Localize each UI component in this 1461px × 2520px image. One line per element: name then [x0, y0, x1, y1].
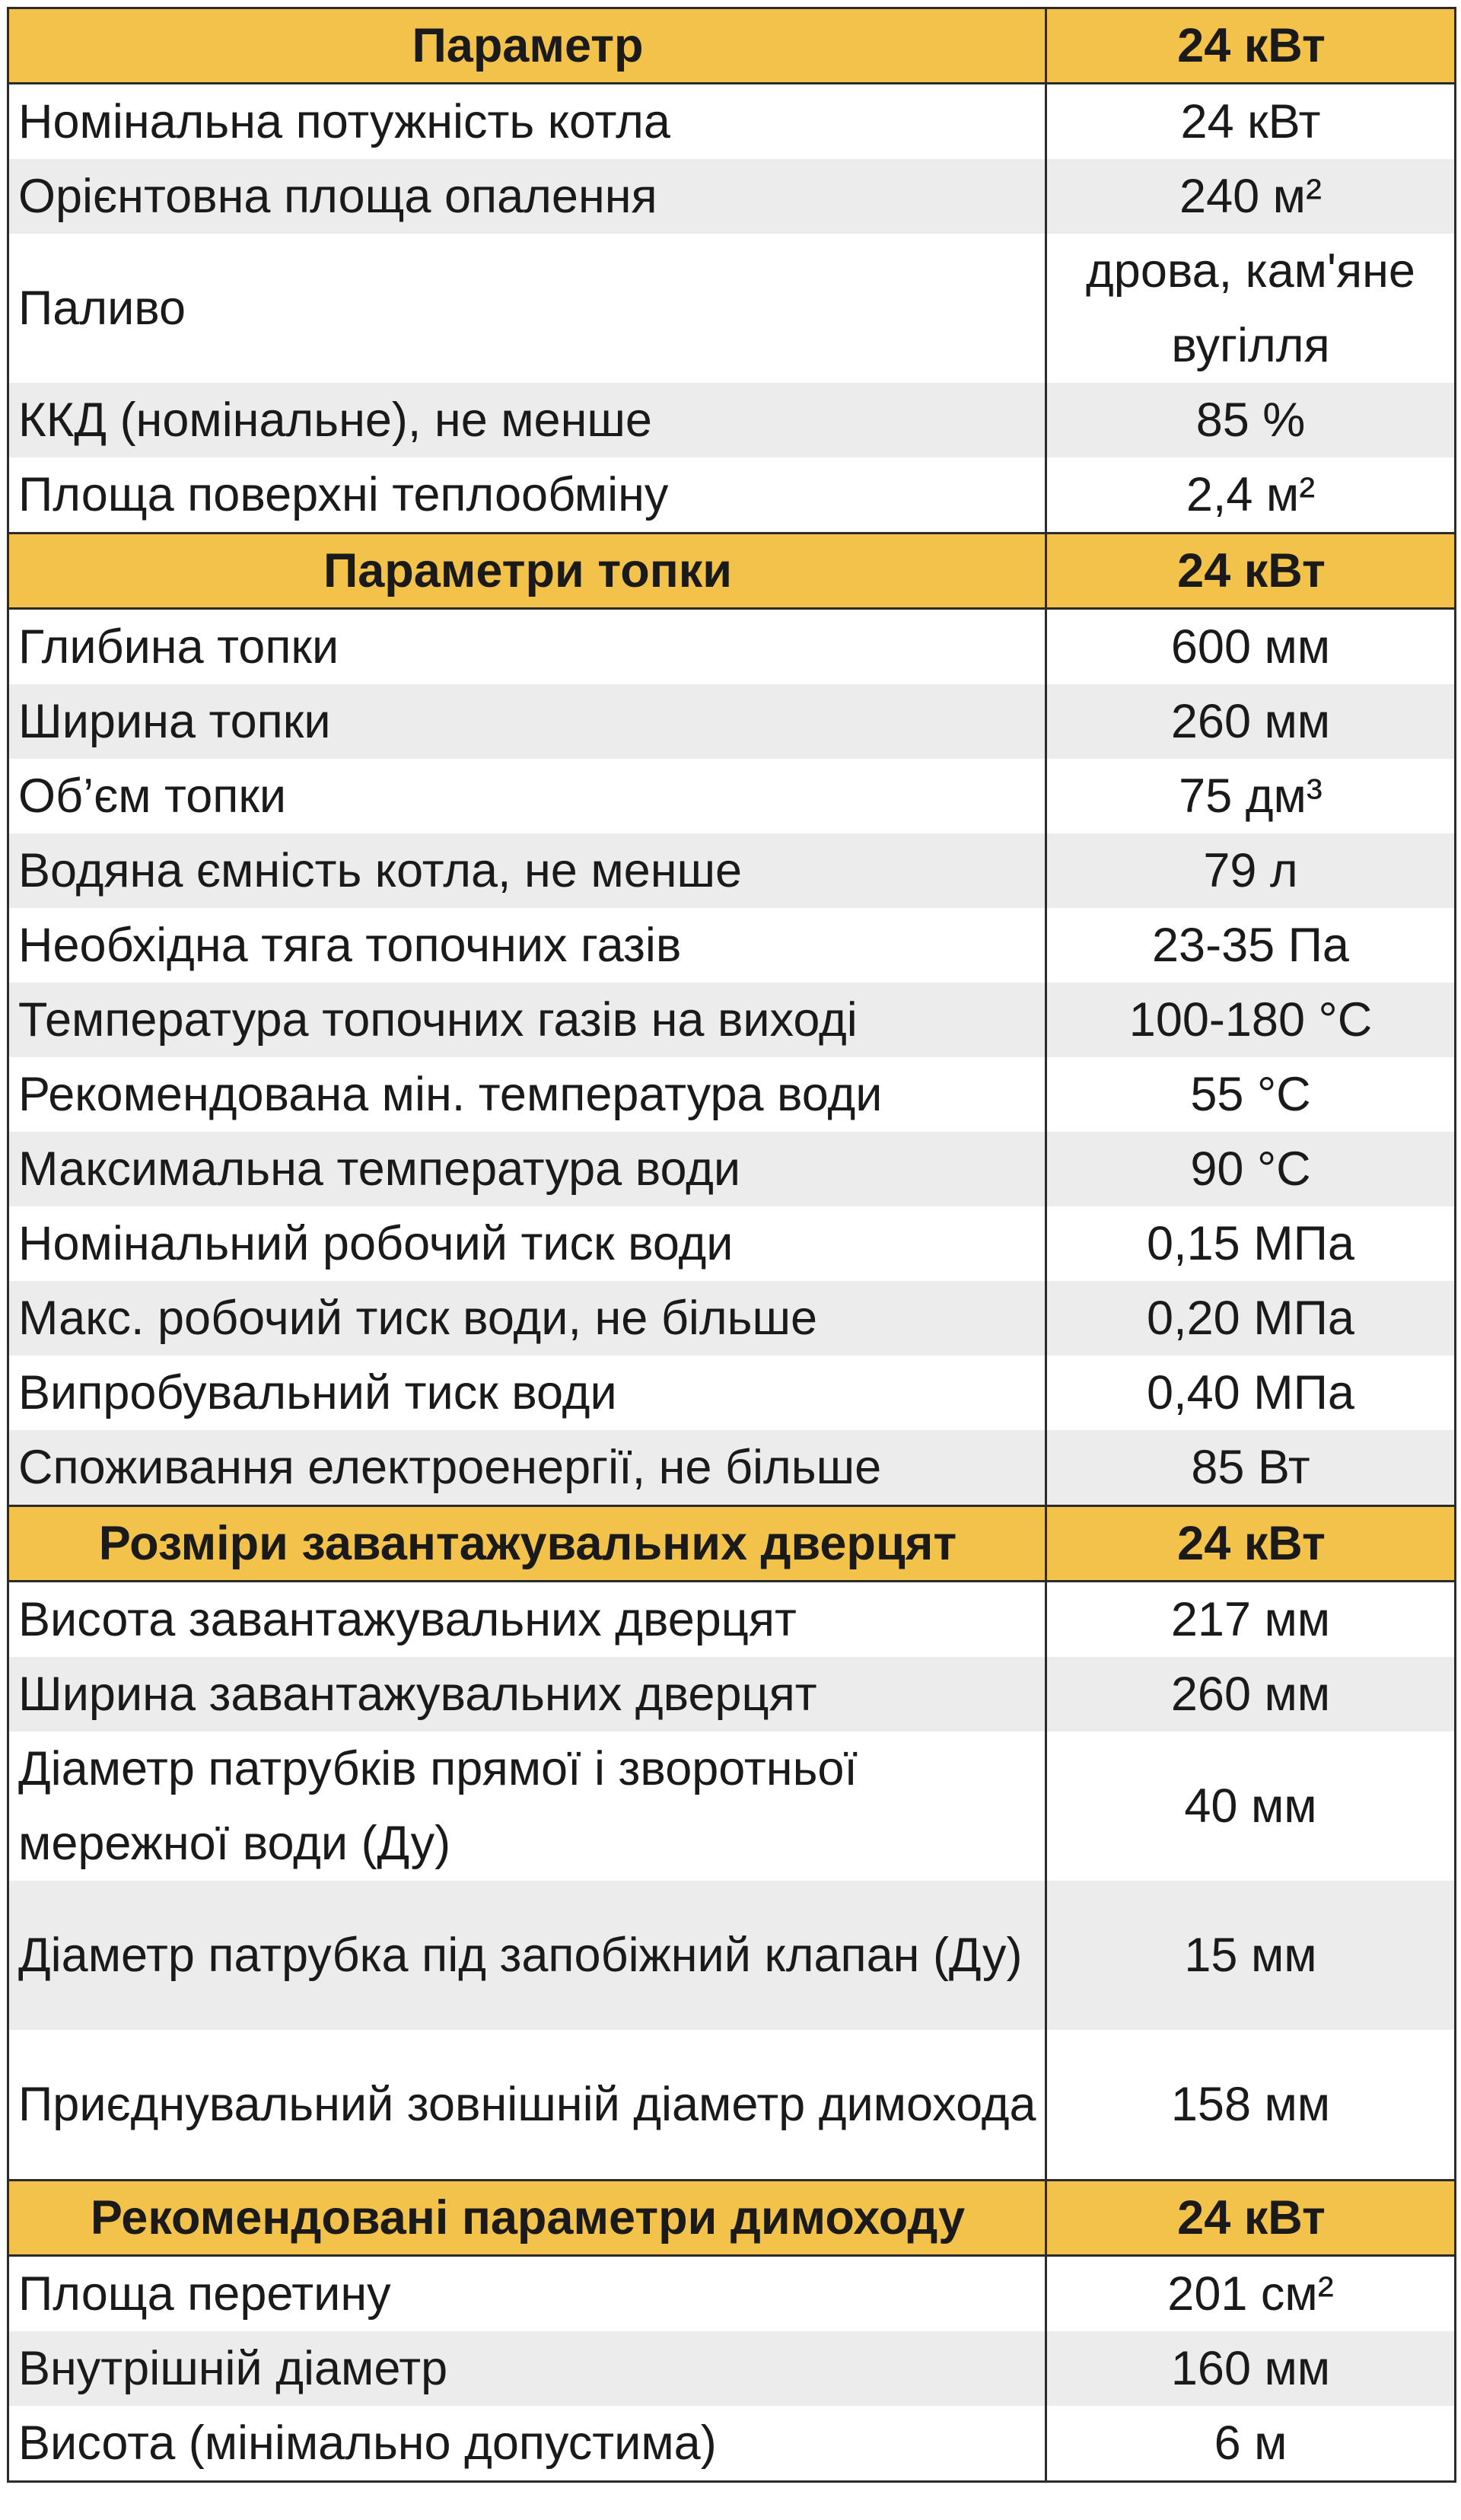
param-name: Внутрішній діаметр [8, 2331, 1046, 2406]
param-value: 217 мм [1046, 1582, 1456, 1658]
param-value: 85 % [1046, 383, 1456, 457]
section-header-value: 24 кВт [1046, 8, 1456, 84]
section-header-title: Розміри завантажувальних дверцят [8, 1506, 1046, 1582]
section-header-row [8, 534, 1456, 609]
table-row [8, 833, 1456, 908]
table-row [8, 684, 1456, 759]
param-name: Приєднувальний зовнішній діаметр димохода [8, 2030, 1046, 2181]
param-value: 201 см² [1046, 2256, 1456, 2332]
param-name: Висота завантажувальних дверцят [8, 1582, 1046, 1658]
param-name: Необхідна тяга топочних газів [8, 908, 1046, 983]
param-value: 79 л [1046, 833, 1456, 908]
param-name: Макс. робочий тиск води, не більше [8, 1281, 1046, 1356]
table-row [8, 1732, 1456, 1881]
table-row [8, 2331, 1456, 2406]
param-name: Глибина топки [8, 609, 1046, 685]
table-row [8, 383, 1456, 457]
param-name: Висота (мінімально допустима) [8, 2406, 1046, 2482]
param-value: 0,20 МПа [1046, 1281, 1456, 1356]
param-value: 260 мм [1046, 684, 1456, 759]
table-row [8, 84, 1456, 160]
param-value: 23-35 Па [1046, 908, 1456, 983]
table-row [8, 1132, 1456, 1206]
param-value: 75 дм³ [1046, 759, 1456, 833]
param-name: ККД (номінальне), не менше [8, 383, 1046, 457]
section-header-value: 24 кВт [1046, 2181, 1456, 2256]
param-value: 2,4 м² [1046, 457, 1456, 534]
param-name: Площа поверхні теплообміну [8, 457, 1046, 534]
section-header-row [8, 2181, 1456, 2256]
table-row [8, 234, 1456, 383]
table-row [8, 1881, 1456, 2030]
param-value: 24 кВт [1046, 84, 1456, 160]
param-name: Номінальний робочий тиск води [8, 1206, 1046, 1281]
table-row [8, 1657, 1456, 1732]
table-row [8, 1281, 1456, 1356]
table-row [8, 2256, 1456, 2332]
param-value: дрова, кам'яне вугілля [1046, 234, 1456, 383]
param-value: 600 мм [1046, 609, 1456, 685]
param-name: Випробувальний тиск води [8, 1356, 1046, 1430]
param-name: Об’єм топки [8, 759, 1046, 833]
param-name: Температура топочних газів на виході [8, 983, 1046, 1057]
section-header-title: Параметр [8, 8, 1046, 84]
param-value: 260 мм [1046, 1657, 1456, 1732]
param-value: 90 °С [1046, 1132, 1456, 1206]
param-value: 240 м² [1046, 159, 1456, 234]
section-header-value: 24 кВт [1046, 534, 1456, 609]
table-row [8, 1356, 1456, 1430]
param-name: Діаметр патрубків прямої і зворотньої мережної води (Ду) [8, 1732, 1046, 1881]
table-row [8, 759, 1456, 833]
param-name: Максимальна температура води [8, 1132, 1046, 1206]
param-value: 0,15 МПа [1046, 1206, 1456, 1281]
table-row [8, 609, 1456, 685]
param-name: Номінальна потужність котла [8, 84, 1046, 160]
table-row [8, 1582, 1456, 1658]
param-value: 15 мм [1046, 1881, 1456, 2030]
param-value: 0,40 МПа [1046, 1356, 1456, 1430]
table-row [8, 159, 1456, 234]
param-name: Діаметр патрубка під запобіжний клапан (Ду) [8, 1881, 1046, 2030]
section-header-row [8, 8, 1456, 84]
table-row [8, 457, 1456, 534]
param-value: 85 Вт [1046, 1430, 1456, 1506]
param-name: Орієнтовна площа опалення [8, 159, 1046, 234]
table-row [8, 1430, 1456, 1506]
param-name: Споживання електроенергії, не більше [8, 1430, 1046, 1506]
table-row [8, 2406, 1456, 2482]
section-header-title: Параметри топки [8, 534, 1046, 609]
param-value: 55 °С [1046, 1057, 1456, 1132]
boiler-spec-table [7, 7, 1456, 2483]
param-value: 40 мм [1046, 1732, 1456, 1881]
section-header-value: 24 кВт [1046, 1506, 1456, 1582]
table-row [8, 2030, 1456, 2181]
table-row [8, 1206, 1456, 1281]
table-row [8, 1057, 1456, 1132]
param-value: 158 мм [1046, 2030, 1456, 2181]
param-name: Рекомендована мін. температура води [8, 1057, 1046, 1132]
param-name: Ширина завантажувальних дверцят [8, 1657, 1046, 1732]
param-value: 100-180 °С [1046, 983, 1456, 1057]
param-name: Паливо [8, 234, 1046, 383]
param-name: Водяна ємність котла, не менше [8, 833, 1046, 908]
param-name: Ширина топки [8, 684, 1046, 759]
section-header-row [8, 1506, 1456, 1582]
section-header-title: Рекомендовані параметри димоходу [8, 2181, 1046, 2256]
param-value: 160 мм [1046, 2331, 1456, 2406]
param-value: 6 м [1046, 2406, 1456, 2482]
table-row [8, 908, 1456, 983]
table-row [8, 983, 1456, 1057]
param-name: Площа перетину [8, 2256, 1046, 2332]
